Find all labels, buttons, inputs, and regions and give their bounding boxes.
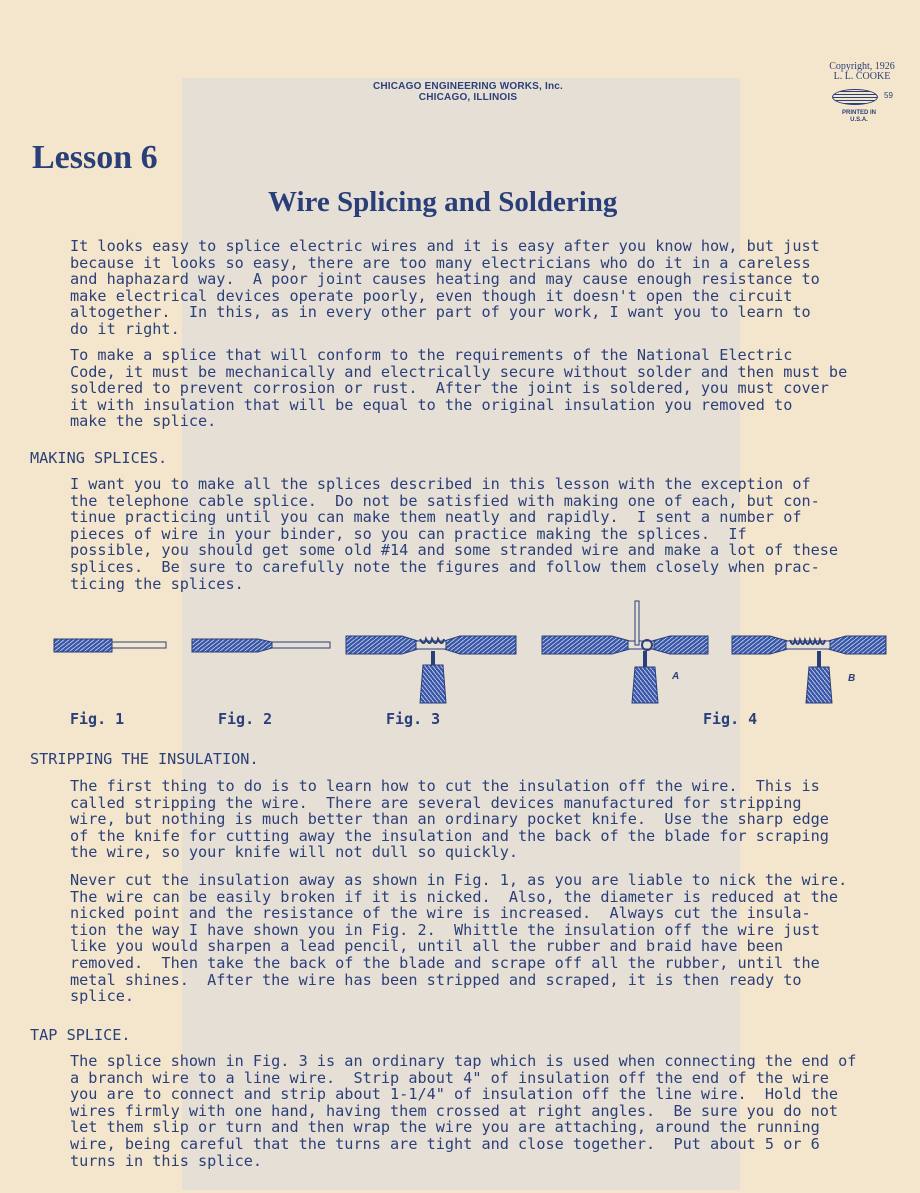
company-header [318, 81, 618, 103]
fig4b-drawing [732, 636, 886, 703]
copyright-author: L. L. COOKE [833, 71, 891, 82]
fig4a-drawing [542, 601, 708, 703]
stripping-paragraph-2: Never cut the insulation away as shown in Fig. 1, as you are liable to nick the wire. The wire can be easily broken if it is nicked. Also, the diameter is reduced at the nicked point and the resistance of the wire is increased. Always cut the insula- tion the way I have shown you in Fig. 2. Whittle the insulation off the wire just like you would sharpen a lead pencil, until all the rubber and braid have been removed. Then take the back of the blade and scrape off all the rubber, until the metal shines. After the wire has been stripped and scraped, it is then ready to splice. [70, 871, 848, 1006]
fig4-label-b: B [848, 673, 856, 684]
fig2-drawing [192, 639, 330, 652]
intro-paragraph-1: It looks easy to splice electric wires and it is easy after you know how, but just because it looks so easy, there are too many electricians who do it in a careless and haphazard way. A poor joint causes heating and may cause enough resistance to make electrical devices operate poorly, even though it doesn't open the circuit altogether. In this, as in every other part of your work, I want you to learn to do it right. [70, 237, 820, 338]
fig4-label-a: A [672, 671, 680, 682]
fig1-caption: Fig. 1 [70, 710, 125, 728]
fig1-drawing [54, 639, 166, 652]
union-seal-icon [832, 89, 878, 105]
fig2-caption: Fig. 2 [218, 710, 273, 728]
copyright-year: Copyright, 1926 [829, 61, 895, 72]
page-title: Wire Splicing and Soldering [268, 186, 618, 218]
printed-in-usa-stamp: PRINTED IN U.S.A. [841, 110, 876, 123]
splice-figures-illustration [40, 595, 900, 705]
company-city: CHICAGO, ILLINOIS [418, 92, 518, 103]
stripping-paragraph-1: The first thing to do is to learn how to cut the insulation off the wire. This is called stripping the wire. There are several devices manufactured for stripping wire, but nothing is much better than an ordinary pocket knife. Use the sharp edge of the knife for cutting away the insulation and the back of the blade for scraping the wire, so your knife will not dull so quickly. [70, 777, 829, 862]
fig3-drawing [346, 636, 516, 703]
intro-paragraph-2: To make a splice that will conform to the requirements of the National Electric Code, it must be mechanically and electrically secure without solder and then must be soldered to prevent corrosion or rust. After the joint is soldered, you must cover it with insulation that will be equal to the original insulation you removed to make the splice. [70, 346, 848, 431]
company-name: CHICAGO ENGINEERING WORKS, Inc. [372, 81, 564, 92]
section-heading-stripping: STRIPPING THE INSULATION. [30, 750, 259, 768]
section-heading-making-splices: MAKING SPLICES. [30, 449, 168, 467]
fig3-caption: Fig. 3 [386, 710, 441, 728]
making-splices-paragraph: I want you to make all the splices described in this lesson with the exception of the telephone cable splice. Do not be satisfied with making one of each, but con- tinue practicing until you can make them neatly and rapidly. I sent a number of pieces of wire in your binder, so you can practice making the splices. If possible, you should get some old #14 and some stranded wire and make a lot of these splices. Be sure to carefully note the figures and follow them closely when prac- ticing the splices. [70, 475, 839, 593]
section-heading-tap-splice: TAP SPLICE. [30, 1026, 131, 1044]
union-label-logo [826, 87, 900, 107]
splice-figures [40, 595, 900, 745]
fig4-caption: Fig. 4 [703, 710, 758, 728]
union-number: 59 [884, 91, 893, 100]
copyright-block [812, 62, 912, 82]
tap-splice-paragraph: The splice shown in Fig. 3 is an ordinary tap which is used when connecting the end of a branch wire to a line wire. Strip about 4" of insulation off the end of the wire you are to connect and strip about 1-1/4" of insulation off the line wire. Hold the wires firmly with one hand, having them crossed at right angles. Be sure you do not let them slip or turn and then wrap the wire you are attaching, around the running wire, being careful that the turns are tight and close together. Put about 5 or 6 turns in this splice. [70, 1052, 857, 1170]
lesson-number-title: Lesson 6 [32, 139, 158, 176]
